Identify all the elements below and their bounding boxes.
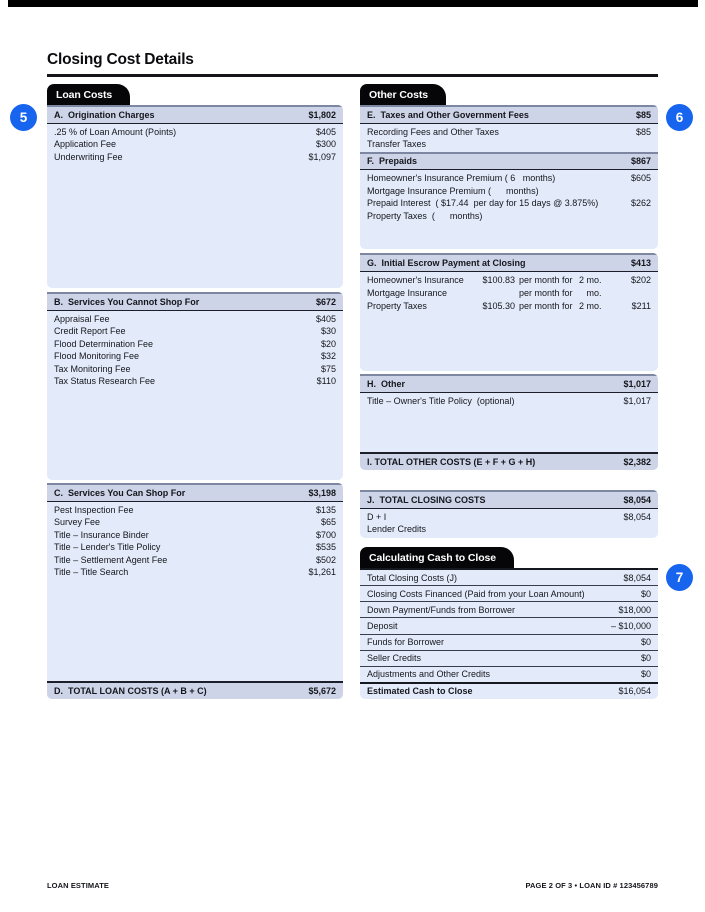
- line-item: [360, 197, 658, 210]
- line-item-amount: $300: [315, 139, 336, 150]
- section-f-title: F. Prepaids: [367, 156, 418, 167]
- escrow-per-text: per month for: [519, 287, 573, 298]
- escrow-amount: $202: [630, 274, 651, 285]
- section-hi-panel: [360, 374, 658, 470]
- line-item-amount: $30: [320, 326, 336, 337]
- line-item-amount: $75: [320, 363, 336, 374]
- section-b-title: B. Services You Cannot Shop For: [54, 296, 200, 307]
- line-item: [360, 511, 658, 524]
- escrow-months: [577, 287, 587, 300]
- line-item-amount: $65: [320, 517, 336, 528]
- section-j-total: $8,054: [623, 494, 651, 505]
- footer-left-label: LOAN ESTIMATE: [47, 881, 109, 890]
- line-item: [360, 185, 658, 198]
- section-g-initial-escrow: [360, 253, 658, 371]
- cash-row-label: Closing Costs Financed (Paid from your Loan Amount): [367, 588, 585, 599]
- section-h-items: [360, 393, 658, 409]
- cash-row-amount: $16,054: [618, 686, 651, 697]
- line-item-label: Flood Monitoring Fee: [54, 351, 140, 362]
- line-item-label: D + I: [367, 511, 387, 522]
- section-ef-panel: [360, 105, 658, 249]
- line-item-amount: $110: [316, 376, 336, 387]
- line-item-amount: $8,054: [623, 511, 651, 522]
- cash-row: [360, 666, 658, 682]
- step-badge-5[interactable]: 5: [10, 104, 37, 131]
- line-item-amount: $32: [320, 351, 336, 362]
- line-item: [47, 126, 343, 139]
- escrow-label: Homeowner's Insurance: [367, 274, 464, 285]
- line-item: [47, 529, 343, 542]
- line-item-label: Title – Owner's Title Policy (optional): [367, 395, 515, 406]
- section-d-amount: $5,672: [308, 685, 336, 696]
- tab-calculating-cash-to-close: Calculating Cash to Close: [360, 547, 514, 568]
- line-item: [47, 516, 343, 529]
- section-f-items: [360, 170, 658, 223]
- escrow-line-item: [360, 300, 658, 313]
- escrow-mo-text: mo.: [586, 274, 602, 285]
- page-header: [47, 51, 658, 77]
- cash-to-close-table: [360, 568, 658, 699]
- line-item-label: Survey Fee: [54, 517, 101, 528]
- section-j-header: [360, 490, 658, 509]
- cash-row: [360, 570, 658, 585]
- line-item-label: Recording Fees and Other Taxes: [367, 126, 499, 137]
- escrow-label: Mortgage Insurance: [367, 287, 448, 298]
- section-g-items: [360, 272, 658, 314]
- cash-row: [360, 634, 658, 650]
- line-item: [47, 151, 343, 164]
- line-item-amount: $502: [315, 554, 336, 565]
- title-rule: [47, 74, 658, 77]
- cash-row-amount: $0: [640, 637, 651, 648]
- section-a-header: [47, 105, 343, 124]
- cash-row-amount: $0: [640, 653, 651, 664]
- line-item-label: Title – Settlement Agent Fee: [54, 554, 168, 565]
- line-item-label: Tax Status Research Fee: [54, 376, 156, 387]
- line-item-label: Pest Inspection Fee: [54, 504, 134, 515]
- section-c-services-can-shop: [47, 483, 343, 699]
- cash-row-label: Total Closing Costs (J): [367, 572, 458, 583]
- cash-row-amount: $18,000: [618, 604, 651, 615]
- line-item-label: Homeowner's Insurance Premium ( 6 months): [367, 173, 556, 184]
- section-e-items: [360, 124, 658, 152]
- cash-to-close-section: [360, 547, 658, 699]
- line-item-label: Mortgage Insurance Premium ( months): [367, 185, 539, 196]
- line-item: [360, 126, 658, 139]
- line-item-label: Appraisal Fee: [54, 313, 110, 324]
- line-item: [47, 504, 343, 517]
- tab-loan-costs: Loan Costs: [47, 84, 130, 105]
- cash-row-label: Deposit: [367, 620, 398, 631]
- section-j-total-closing-costs: [360, 490, 658, 538]
- section-c-items: [47, 502, 343, 581]
- cash-row-label: Down Payment/Funds from Borrower: [367, 604, 516, 615]
- section-j-items: [360, 509, 658, 537]
- cash-row-label: Adjustments and Other Credits: [367, 669, 491, 680]
- escrow-line-item: [360, 287, 658, 300]
- cash-row-amount: $0: [640, 588, 651, 599]
- escrow-months: 2: [579, 300, 585, 311]
- other-costs-column: [360, 84, 658, 699]
- line-item-amount: $405: [315, 313, 336, 324]
- step-badge-7[interactable]: 7: [666, 564, 693, 591]
- line-item-label: Underwriting Fee: [54, 151, 123, 162]
- line-item-label: Prepaid Interest ( $17.44 per day for 15 days @ 3.875%): [367, 198, 599, 209]
- line-item-label: .25 % of Loan Amount (Points): [54, 126, 177, 137]
- section-e-total: $85: [635, 109, 651, 120]
- section-b-items: [47, 311, 343, 390]
- line-item-label: Title – Lender's Title Policy: [54, 542, 161, 553]
- loan-costs-column: [47, 84, 343, 699]
- section-e-header: [360, 105, 658, 124]
- section-h-title: H. Other: [367, 378, 406, 389]
- section-f-total: $867: [630, 156, 651, 167]
- line-item: [360, 395, 658, 408]
- section-g-header: [360, 253, 658, 272]
- section-d-total-loan-costs: [47, 681, 343, 700]
- line-item-label: Transfer Taxes: [367, 139, 427, 150]
- section-a-origination-charges: [47, 105, 343, 288]
- cash-row-label: Estimated Cash to Close: [367, 686, 473, 697]
- page-title: Closing Cost Details: [47, 51, 194, 68]
- line-item: [360, 210, 658, 223]
- escrow-mo-text: mo.: [586, 287, 602, 298]
- section-b-total: $672: [315, 296, 336, 307]
- line-item-amount: $85: [635, 126, 651, 137]
- line-item-label: Title – Insurance Binder: [54, 529, 149, 540]
- section-c-title: C. Services You Can Shop For: [54, 487, 186, 498]
- tab-other-costs: Other Costs: [360, 84, 446, 105]
- line-item-amount: $1,017: [623, 395, 651, 406]
- section-f-header: [360, 152, 658, 171]
- line-item: [360, 138, 658, 151]
- line-item-amount: $700: [315, 529, 336, 540]
- line-item: [360, 172, 658, 185]
- line-item-label: Tax Monitoring Fee: [54, 363, 131, 374]
- escrow-per-text: per month for: [519, 300, 573, 311]
- line-item: [47, 338, 343, 351]
- cash-row: [360, 650, 658, 666]
- escrow-rate: $100.83: [482, 274, 515, 285]
- footer-right-label: PAGE 2 OF 3 • LOAN ID # 123456789: [525, 881, 658, 890]
- cash-row-label: Funds for Borrower: [367, 637, 445, 648]
- section-h-total: $1,017: [623, 378, 651, 389]
- line-item-amount: $262: [630, 198, 651, 209]
- line-item: [47, 375, 343, 388]
- section-a-title: A. Origination Charges: [54, 109, 155, 120]
- line-item: [47, 554, 343, 567]
- section-d-label: D. TOTAL LOAN COSTS (A + B + C): [54, 685, 207, 696]
- escrow-months: 2: [579, 274, 585, 285]
- line-item: [47, 350, 343, 363]
- line-item-amount: $1,097: [308, 151, 336, 162]
- line-item: [47, 325, 343, 338]
- escrow-label: Property Taxes: [367, 300, 427, 311]
- cash-row-amount: $0: [640, 669, 651, 680]
- section-j-title: J. TOTAL CLOSING COSTS: [367, 494, 486, 505]
- section-i-label: I. TOTAL OTHER COSTS (E + F + G + H): [367, 456, 536, 467]
- page-footer: [47, 881, 658, 890]
- line-item-amount: $20: [320, 338, 336, 349]
- line-item-label: Credit Report Fee: [54, 326, 126, 337]
- line-item-label: Application Fee: [54, 139, 117, 150]
- line-item-label: Property Taxes ( months): [367, 210, 483, 221]
- cash-row: [360, 585, 658, 601]
- line-item-amount: $405: [315, 126, 336, 137]
- step-badge-6[interactable]: 6: [666, 104, 693, 131]
- cash-row-label: Seller Credits: [367, 653, 422, 664]
- line-item: [47, 541, 343, 554]
- section-g-title: G. Initial Escrow Payment at Closing: [367, 257, 526, 268]
- line-item-label: Flood Determination Fee: [54, 338, 154, 349]
- line-item: [47, 313, 343, 326]
- escrow-per-text: per month for: [519, 274, 573, 285]
- section-a-total: $1,802: [308, 109, 336, 120]
- line-item: [47, 363, 343, 376]
- escrow-mo-text: mo.: [586, 300, 602, 311]
- escrow-rate: [473, 287, 515, 300]
- section-b-services-cannot-shop: [47, 292, 343, 480]
- line-item-label: Lender Credits: [367, 524, 427, 535]
- escrow-line-item: [360, 274, 658, 287]
- line-item: [47, 138, 343, 151]
- top-black-bar: [8, 0, 698, 7]
- line-item-amount: $1,261: [308, 567, 336, 578]
- line-item-amount: $605: [630, 173, 651, 184]
- cash-row-amount: $8,054: [623, 572, 651, 583]
- section-i-total-other-costs: [360, 452, 658, 471]
- escrow-amount: $211: [631, 300, 651, 311]
- section-c-header: [47, 483, 343, 502]
- line-item-amount: $135: [315, 504, 336, 515]
- section-b-header: [47, 292, 343, 311]
- cash-row: [360, 601, 658, 617]
- cash-row: [360, 617, 658, 633]
- line-item-amount: $535: [315, 542, 336, 553]
- cash-row-amount: – $10,000: [610, 620, 651, 631]
- line-item-label: Title – Title Search: [54, 567, 129, 578]
- section-h-header: [360, 374, 658, 393]
- line-item: [360, 523, 658, 536]
- section-i-amount: $2,382: [623, 456, 651, 467]
- cash-row-estimated-total: [360, 682, 658, 699]
- escrow-amount: [602, 287, 651, 300]
- line-item: [47, 566, 343, 579]
- section-e-title: E. Taxes and Other Government Fees: [367, 109, 529, 120]
- escrow-rate: $105.30: [482, 300, 515, 311]
- section-a-items: [47, 124, 343, 165]
- section-g-total: $413: [630, 257, 651, 268]
- section-c-total: $3,198: [308, 487, 336, 498]
